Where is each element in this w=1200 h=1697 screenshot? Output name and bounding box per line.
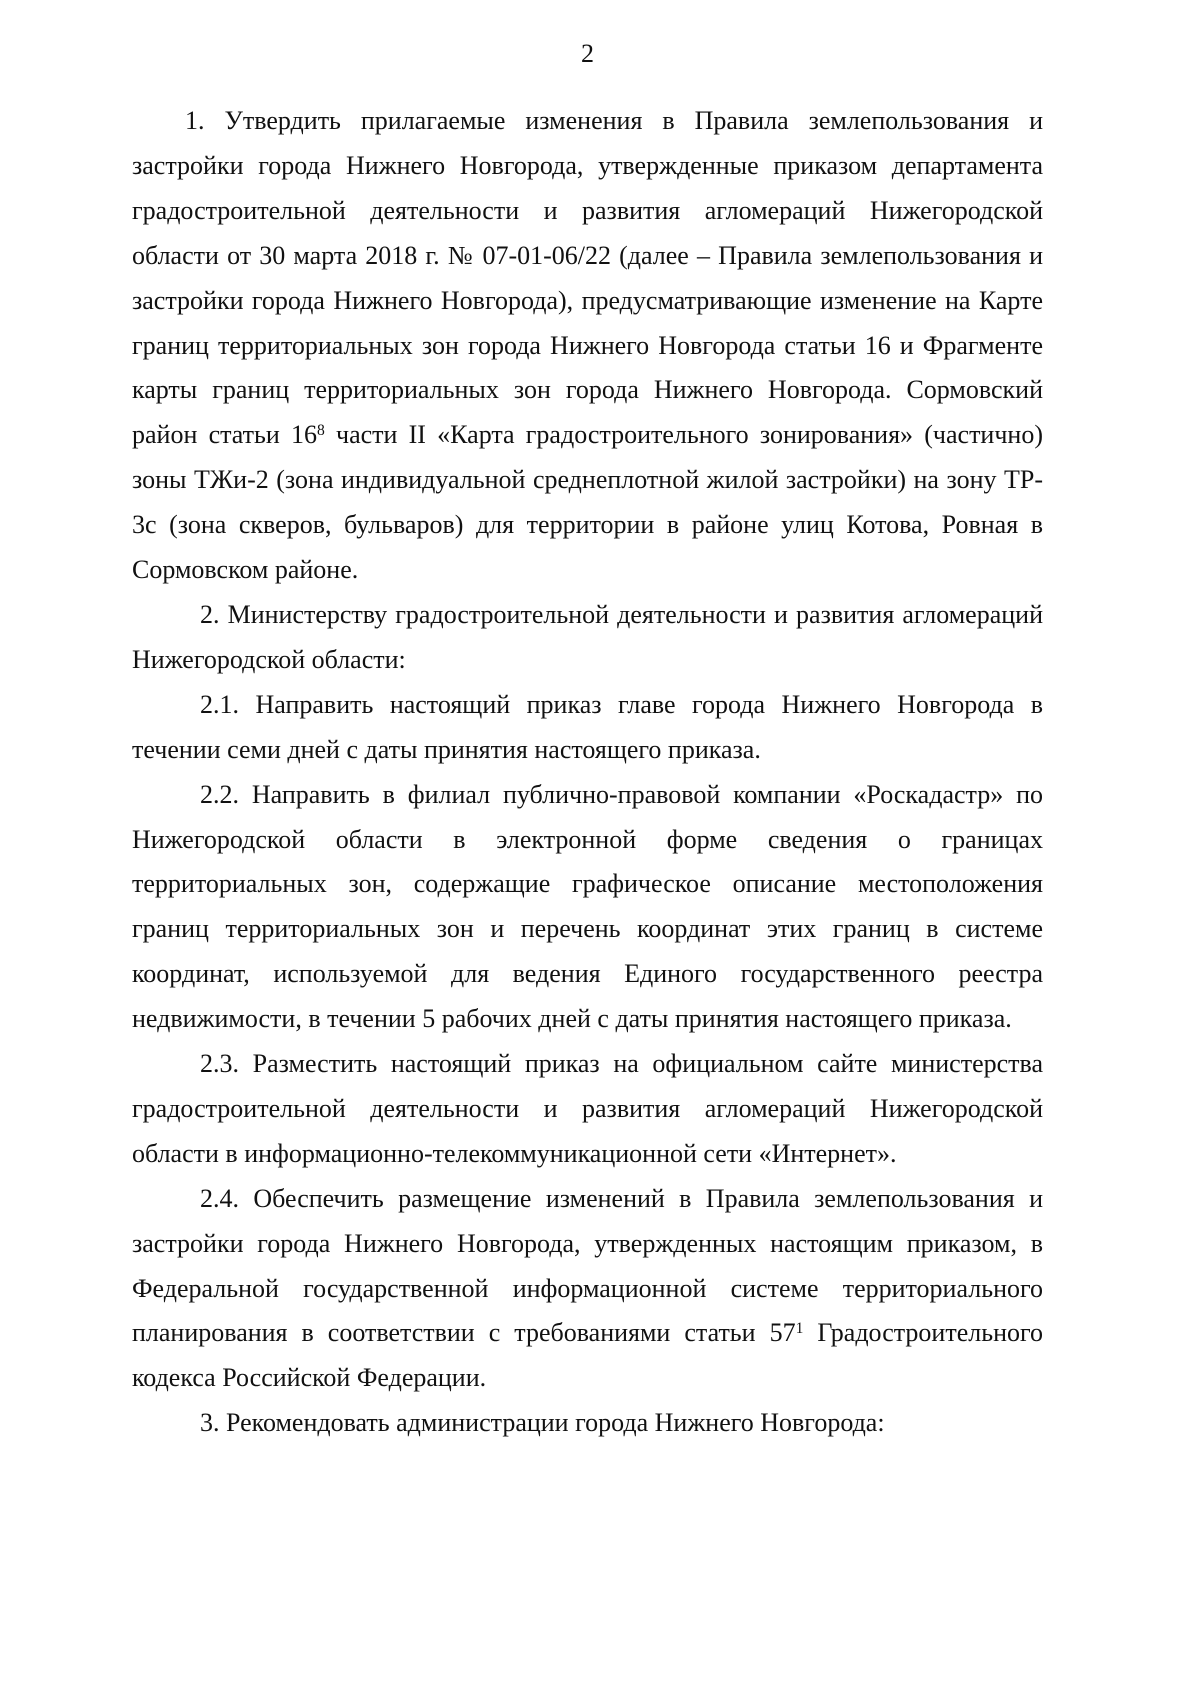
text-segment: планирования в соответствии с требованиями статьи 57 <box>132 1318 796 1348</box>
text-line: 3. Рекомендовать администрации города Нижнего Новгорода: <box>200 1408 885 1438</box>
text-segment: район статьи 16 <box>132 420 317 450</box>
text-line: зоны ТЖи-2 (зона индивидуальной среднеплотной жилой застройки) на зону ТР- <box>132 465 1043 495</box>
text-segment: части II «Карта градостроительного зонирования» (частично) <box>324 420 1043 450</box>
text-line: границ территориальных зон и перечень координат этих границ в системе <box>132 914 1043 944</box>
text-line: Сормовском районе. <box>132 555 359 585</box>
text-line: Нижегородской области: <box>132 644 406 674</box>
text-line: 2. Министерству градостроительной деятельности и развития агломераций <box>200 599 1043 629</box>
text-line: градостроительной деятельности и развития агломераций Нижегородской <box>132 1093 1043 1123</box>
text-line: 3с (зона скверов, бульваров) для территории в районе улиц Котова, Ровная в <box>132 510 1043 540</box>
paragraph-2-2 <box>132 773 1043 1042</box>
paragraph-3 <box>132 1401 1043 1446</box>
paragraph-1 <box>132 99 1043 593</box>
text-line: течении семи дней с даты принятия настоящего приказа. <box>132 734 761 764</box>
text-line <box>132 413 1043 458</box>
text-line <box>132 1311 1043 1356</box>
paragraph-2 <box>132 593 1043 683</box>
superscript: 1 <box>795 1319 804 1337</box>
text-line: застройки города Нижнего Новгорода, утвержденные приказом департамента <box>132 150 1043 180</box>
text-line: 2.3. Разместить настоящий приказ на официальном сайте министерства <box>200 1049 1043 1079</box>
text-line: 1. Утвердить прилагаемые изменения в Правила землепользования и <box>185 106 1043 135</box>
text-line: области от 30 марта 2018 г. № 07-01-06/22 (далее – Правила землепользования и <box>132 240 1043 270</box>
text-line: застройки города Нижнего Новгорода, утвержденных настоящим приказом, в <box>132 1228 1043 1258</box>
superscript: 8 <box>317 421 325 439</box>
page-number: 2 <box>581 39 594 68</box>
paragraph-2-3 <box>132 1042 1043 1177</box>
text-line: 2.1. Направить настоящий приказ главе города Нижнего Новгорода в <box>200 689 1043 719</box>
text-line: недвижимости, в течении 5 рабочих дней с даты принятия настоящего приказа. <box>132 1004 1012 1034</box>
paragraph-2-1 <box>132 683 1043 773</box>
text-line: застройки города Нижнего Новгорода), предусматривающие изменение на Карте <box>132 285 1043 315</box>
text-line: области в информационно-телекоммуникационной сети «Интернет». <box>132 1138 897 1168</box>
text-segment: Градостроительного <box>803 1318 1044 1348</box>
text-line: кодекса Российской Федерации. <box>132 1363 487 1393</box>
text-line: карты границ территориальных зон города Нижнего Новгорода. Сормовский <box>132 375 1043 405</box>
text-line: 2.4. Обеспечить размещение изменений в Правила землепользования и <box>200 1183 1043 1213</box>
text-line: границ территориальных зон города Нижнего Новгорода статьи 16 и Фрагменте <box>132 330 1043 360</box>
text-line: координат, используемой для ведения Единого государственного реестра <box>132 959 1043 989</box>
text-line: территориальных зон, содержащие графическое описание местоположения <box>132 869 1043 899</box>
paragraph-2-4 <box>132 1177 1043 1402</box>
text-line: Федеральной государственной информационной системе территориального <box>132 1273 1043 1303</box>
text-line: Нижегородской области в электронной форме сведения о границах <box>132 824 1043 854</box>
text-line: градостроительной деятельности и развития агломераций Нижегородской <box>132 195 1043 225</box>
text-line: 2.2. Направить в филиал публично-правовой компании «Роскадастр» по <box>200 779 1043 809</box>
document-body <box>132 99 1043 1446</box>
